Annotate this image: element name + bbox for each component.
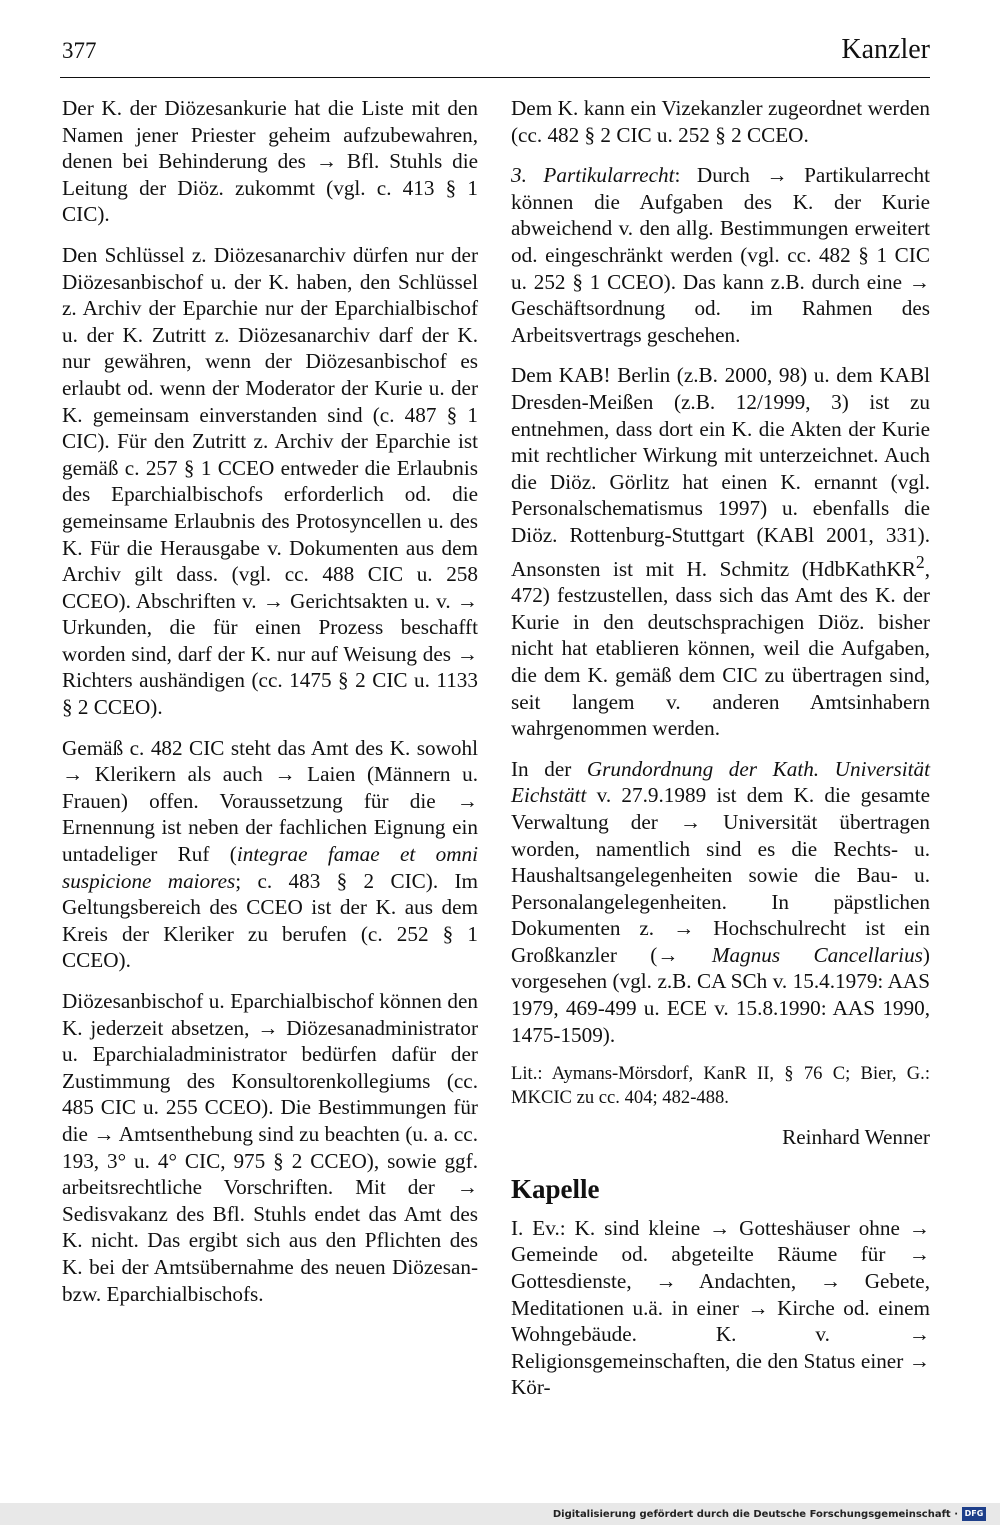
italic-term: integrae famae et omni suspicione maiores [62, 842, 478, 893]
article-author: Reinhard Wenner [782, 1125, 930, 1150]
superscript: 2 [915, 551, 925, 572]
text-run: v. 27.9.1989 ist dem K. die gesamte Verwaltung der → Universität übertragen worden, namentlich sind es die Rechts- u. Haushaltsangelegenheiten sowie die Bau- u. Personalangelegenheiten. In päpstlichen Dokumenten z. → Hochschulrecht ist ein Großkanzler (→ [511, 783, 930, 967]
italic-title: Grundordnung der Kath. Universität Eichstätt [511, 756, 931, 808]
text-run: ; c. 483 § 2 CIC). Im Geltungsbereich des CCEO ist der K. aus dem Kreis der Kleriker zu berufen (c. 252 § 1 CCEO). [62, 868, 478, 973]
section-label: 3. Partikularrecht [511, 163, 675, 188]
paragraph: Dem K. kann ein Vizekanzler zugeordnet werden (cc. 482 § 2 CIC u. 252 § 2 CCEO. [511, 96, 930, 147]
right-column [511, 95, 930, 1415]
running-title: Kanzler [841, 34, 930, 65]
paragraph [511, 756, 930, 1049]
paragraph [511, 162, 930, 348]
paragraph: Der K. der Diözesankurie hat die Liste mit den Namen jener Priester geheim aufzubewahren, denen bei Behinderung des → Bfl. Stuhls die Leitung der Diöz. zukommt (vgl. c. 413 § 1 CIC). [62, 96, 478, 227]
paragraph [62, 735, 478, 974]
paragraph [511, 362, 930, 741]
entry-heading: Kapelle [511, 1173, 600, 1204]
text-run: Dem KAB! Berlin (z.B. 2000, 98) u. dem KABl Dresden-Meißen (z.B. 12/1999, 3) ist zu entnehmen, dass dort ein K. die Akten der Kurie mit rechtlicher Wirkung mit unterzeichnet. Auch die Diöz. Görlitz hat einen K. ernannt (vgl. Personalschematismus 1997) u. ebenfalls die Diöz. Rottenburg-Stuttgart (KABl 2001, 331). Ansonsten ist mit H. Schmitz (HdbKathKR [511, 363, 930, 581]
left-column [62, 95, 478, 1321]
text-run: , 472) festzustellen, dass sich das Amt des K. der Kurie in den deutschsprachigen Diöz. bisher nicht hat etablieren können, weil die Aufgaben, die dem K. gemäß dem CIC zu übertragen sind, seit langem v. anderen Amtsinhabern wahrgenommen werden. [511, 556, 930, 741]
page-number: 377 [62, 38, 97, 63]
italic-term: Magnus Cancellarius [711, 942, 923, 967]
text-run: In der [511, 756, 587, 781]
literature-reference: Lit.: Aymans-Mörsdorf, KanR II, § 76 C; Bier, G.: MKCIC zu cc. 404; 482-488. [511, 1063, 930, 1109]
digitization-footer [0, 1503, 1000, 1525]
dfg-logo-icon: DFG [962, 1507, 986, 1521]
text-run: Gemäß c. 482 CIC steht das Amt des K. sowohl → Klerikern als auch → Laien (Männern u. Frauen) offen. Voraussetzung für die → Ernennung ist neben der fachlichen Eignung ein untadeliger Ruf ( [62, 735, 478, 867]
paragraph: Den Schlüssel z. Diözesanarchiv dürfen nur der Diözesanbischof u. der K. haben, den Schlüssel z. Archiv der Eparchie nur der Eparchialbischof u. der K. Zutritt z. Diözesanarchiv darf der K. nur gewähren, wenn der Diözesanbischof es erlaubt od. wenn der Moderator der Kurie u. der K. gemeinsam einverstanden sind (c. 487 § 1 CIC). Für den Zutritt z. Archiv der Eparchie ist gemäß c. 257 § 1 CCEO entweder die Erlaubnis des Eparchialbischofs erforderlich od. die gemeinsame Erlaubnis des Protosyncellen u. des K. Für die Herausgabe v. Dokumenten aus dem Archiv gilt dass. (vgl. cc. 488 CIC u. 258 CCEO). Abschriften v. → Gerichtsakten u. v. → Urkunden, die für einen Prozess beschafft worden sind, darf der K. nur auf Weisung des → Richters aushändigen (cc. 1475 § 2 CIC u. 1133 § 2 CCEO). [62, 242, 478, 720]
footer-text: Digitalisierung gefördert durch die Deutsche Forschungsgemeinschaft · [552, 1509, 958, 1520]
paragraph: Diözesanbischof u. Eparchialbischof können den K. jederzeit absetzen, → Diözesanadministrator u. Eparchialadministrator bedürfen dafür der Zustimmung des Konsultorenkollegiums (cc. 485 CIC u. 255 CCEO). Die Bestimmungen für die → Amtsenthebung sind zu beachten (u. a. cc. 193, 3° u. 4° CIC, 975 § 2 CCEO), sowie ggf. arbeitsrechtliche Vorschriften. Mit der → Sedisvakanz des Bfl. Stuhls endet das Amt des K. nicht. Das ergibt sich aus den Pflichten des K. bei der Amtsübernahme des neuen Diözesan- bzw. Eparchialbischofs. [62, 989, 478, 1306]
header-rule [60, 77, 930, 78]
text-run: ) vorgesehen (vgl. z.B. CA SCh v. 15.4.1979: AAS 1979, 469-499 u. ECE v. 15.8.1990: AAS 1990, 1475-1509). [511, 942, 930, 1047]
text-run: : Durch → Partikularrecht können die Aufgaben des K. der Kurie abweichend v. den allg. Bestimmungen erweitert od. eingeschränkt werden (vgl. cc. 482 § 1 CIC u. 252 § 1 CCEO). Das kann z.B. durch eine → Geschäftsordnung od. im Rahmen des Arbeitsvertrags geschehen. [511, 163, 931, 347]
paragraph: I. Ev.: K. sind kleine → Gotteshäuser ohne → Gemeinde od. abgeteilte Räume für → Gottesdienste, → Andachten, → Gebete, Meditationen u.ä. in einer → Kirche od. einem Wohngebäude. K. v. → Religionsgemeinschaften, die den Status einer → Kör- [511, 1215, 930, 1400]
